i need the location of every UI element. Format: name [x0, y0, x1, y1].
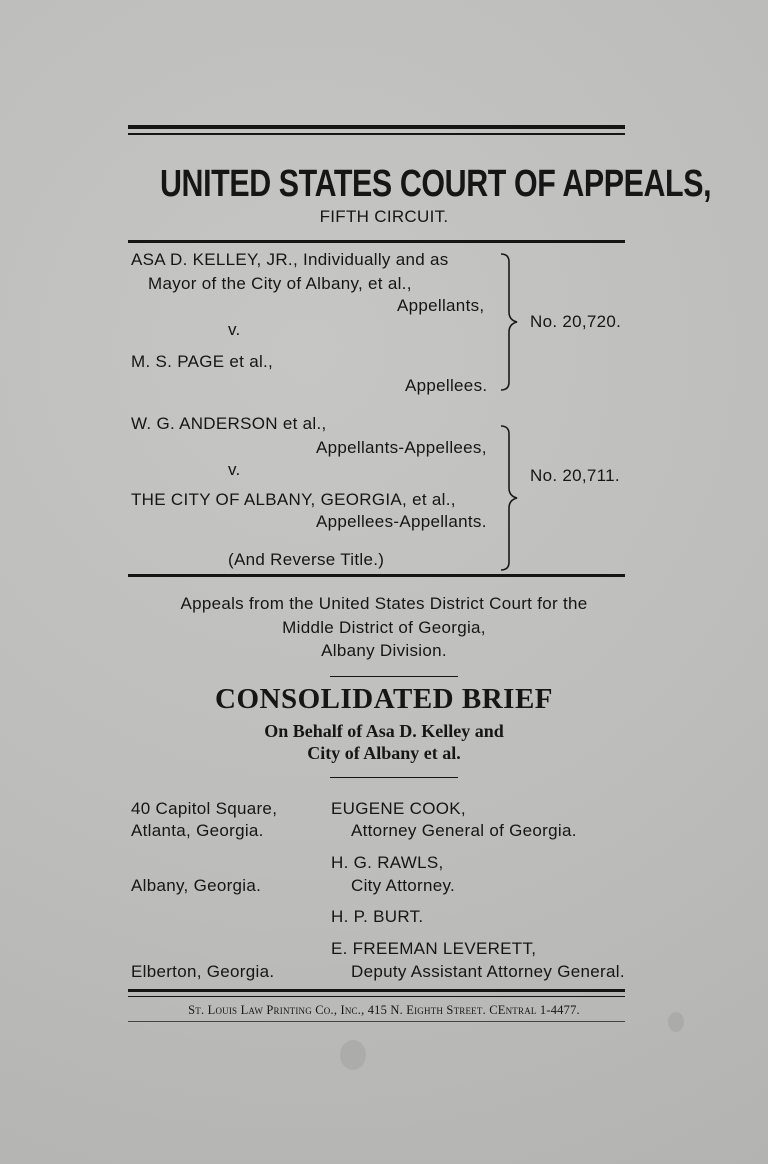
paper-spot	[340, 1040, 366, 1070]
appeal-line-3: Albany Division.	[321, 641, 447, 660]
case2-brace	[497, 424, 519, 572]
case1-party1-line1: ASA D. KELLEY, JR., Individually and as	[131, 250, 449, 269]
case1-number: No. 20,720.	[530, 312, 622, 331]
court-title: UNITED STATES COURT OF APPEALS,	[160, 163, 712, 205]
case2-party2: THE CITY OF ALBANY, GEORGIA, et al.,	[131, 490, 456, 509]
counsel-address-1a: 40 Capitol Square,	[131, 799, 278, 818]
counsel-address-1b: Atlanta, Georgia.	[131, 821, 264, 840]
counsel-title-2: City Attorney.	[351, 876, 456, 895]
case1-role2: Appellees.	[405, 376, 488, 395]
bottom-rule-thick	[128, 989, 625, 992]
circuit-name: FIFTH CIRCUIT.	[319, 207, 449, 226]
brief-title: CONSOLIDATED BRIEF	[215, 683, 553, 715]
counsel-address-4: Elberton, Georgia.	[131, 962, 275, 981]
brief-subtitle-1: On Behalf of Asa D. Kelley and	[264, 721, 504, 741]
counsel-title-1: Attorney General of Georgia.	[351, 821, 577, 840]
caption-bottom-rule	[128, 574, 625, 577]
case1-party2: M. S. PAGE et al.,	[131, 352, 274, 371]
counsel-address-2: Albany, Georgia.	[131, 876, 262, 895]
counsel-name-4: E. FREEMAN LEVERETT,	[331, 939, 537, 958]
case2-role1: Appellants-Appellees,	[316, 438, 487, 457]
case1-party1-line2: Mayor of the City of Albany, et al.,	[148, 274, 412, 293]
paper-spot	[668, 1012, 684, 1032]
short-rule-1	[330, 676, 458, 677]
case2-role2: Appellees-Appellants.	[316, 512, 487, 531]
case2-versus: v.	[228, 460, 241, 479]
top-rule-thick	[128, 125, 625, 129]
brief-subtitle-2: City of Albany et al.	[307, 743, 461, 763]
counsel-name-2: H. G. RAWLS,	[331, 853, 444, 872]
counsel-title-4: Deputy Assistant Attorney General.	[351, 962, 625, 981]
counsel-name-1: EUGENE COOK,	[331, 799, 466, 818]
appeal-line-1: Appeals from the United States District Court for the	[180, 594, 588, 613]
case2-party1: W. G. ANDERSON et al.,	[131, 414, 327, 433]
imprint-rule	[128, 1021, 625, 1022]
case2-number: No. 20,711.	[530, 466, 620, 485]
caption-top-rule	[128, 240, 625, 243]
bottom-rule-thin	[128, 996, 625, 997]
printer-imprint: St. Louis Law Printing Co., Inc., 415 N. Eighth Street. CEntral 1-4477.	[188, 1003, 580, 1017]
counsel-name-3: H. P. BURT.	[331, 907, 424, 926]
case1-versus: v.	[228, 320, 241, 339]
case1-brace	[497, 252, 519, 392]
case2-reverse-title: (And Reverse Title.)	[228, 550, 385, 569]
top-rule-thin	[128, 133, 625, 135]
case1-role1: Appellants,	[397, 296, 485, 315]
appeal-line-2: Middle District of Georgia,	[282, 618, 486, 637]
short-rule-2	[330, 777, 458, 778]
